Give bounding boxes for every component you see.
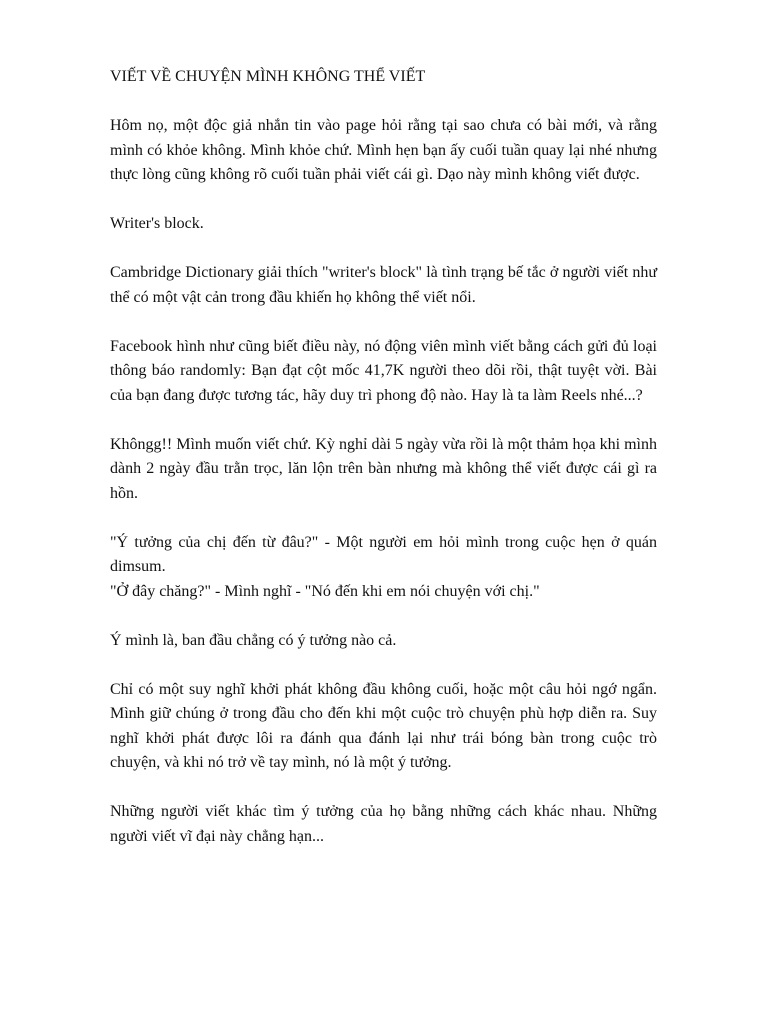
document-title: VIẾT VỀ CHUYỆN MÌNH KHÔNG THỂ VIẾT bbox=[110, 68, 426, 85]
paragraph-other-writers: Những người viết khác tìm ý tưởng của họ bằng những cách khác nhau. Những người viết vĩ đại này chẳng hạn... bbox=[110, 803, 657, 845]
paragraph-long-holiday: Khôngg!! Mình muốn viết chứ. Kỳ nghỉ dài 5 ngày vừa rồi là một thảm họa khi mình dành 2 ngày đầu trằn trọc, lăn lộn trên bàn nhưng mà không thể viết được cái gì ra hồn. bbox=[110, 435, 657, 502]
paragraph-dialogue-question: "Ý tưởng của chị đến từ đâu?" - Một người em hỏi mình trong cuộc hẹn ở quán dimsum. bbox=[110, 533, 657, 575]
paragraph-idea-process: Chỉ có một suy nghĩ khởi phát không đầu không cuối, hoặc một câu hỏi ngớ ngẩn. Mình giữ chúng ở trong đầu cho đến khi một cuộc trò chuyện phù hợp diễn ra. Suy nghĩ khởi phát được lôi ra đánh qua đánh lại như trái bóng bàn trong cuộc trò chuyện, và khi nó trở về tay mình, nó là một ý tưởng. bbox=[110, 680, 657, 771]
paragraph-reader-message: Hôm nọ, một độc giả nhắn tin vào page hỏi rằng tại sao chưa có bài mới, và rằng mình có khỏe không. Mình khỏe chứ. Mình hẹn bạn ấy cuối tuần quay lại nhé nhưng thực lòng cũng không rõ cuối tuần phải viết cái gì. Dạo này mình không viết được. bbox=[110, 117, 657, 183]
paragraph-facebook-notifications: Facebook hình như cũng biết điều này, nó động viên mình viết bằng cách gửi đủ loại thông báo randomly: Bạn đạt cột mốc 41,7K người theo dõi rồi, thật tuyệt vời. Bài của bạn đang được tương tác, hãy duy trì phong độ nào. Hay là ta làm Reels nhé...? bbox=[110, 337, 657, 404]
paragraph-writers-block: Writer's block. bbox=[110, 215, 204, 232]
document-page bbox=[110, 65, 657, 874]
paragraph-no-ideas: Ý mình là, ban đầu chẳng có ý tưởng nào cả. bbox=[110, 631, 397, 649]
paragraph-cambridge-definition: Cambridge Dictionary giải thích "writer's block" là tình trạng bế tắc ở người viết như thể có một vật cản trong đầu khiến họ không thể viết nổi. bbox=[110, 264, 657, 306]
paragraph-dialogue-answer: "Ở đây chăng?" - Mình nghĩ - "Nó đến khi em nói chuyện với chị." bbox=[110, 582, 540, 600]
